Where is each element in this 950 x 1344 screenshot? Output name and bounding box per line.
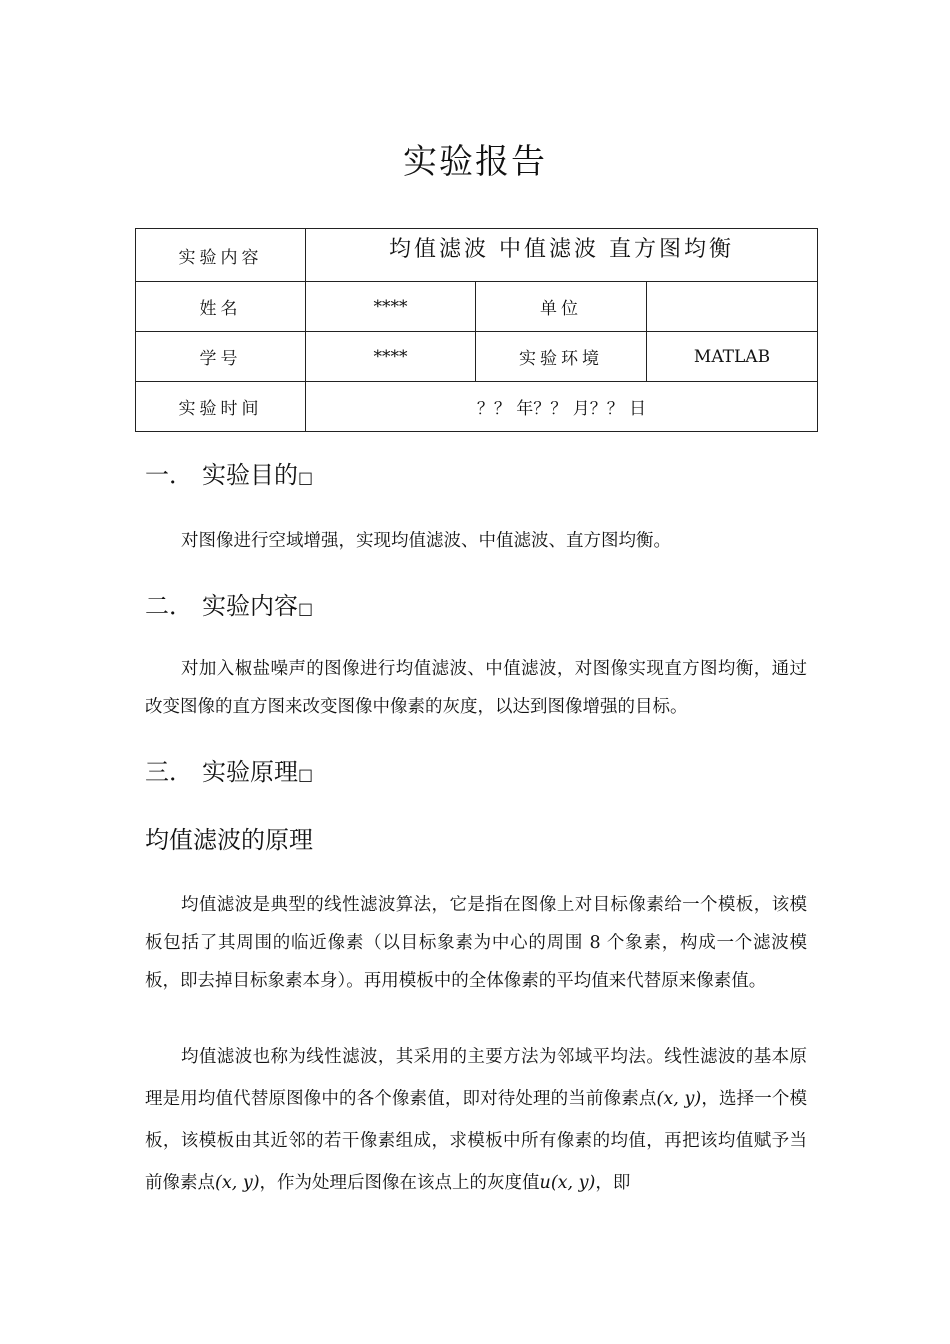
section-heading bbox=[145, 752, 313, 787]
section-heading bbox=[145, 455, 313, 490]
text-run: 均值滤波也称为线性滤波，其采用的主要方法为邻域平均法。线性滤波的基本原理是用均值代替原图像中的各个像素值，即对待处理的当前像素点 bbox=[145, 1047, 807, 1109]
text-run: ，选择一个模板，该模板由其近邻的若干像素组成，求模板中所有像素的均值，再把该均值赋予当前像素点 bbox=[145, 1089, 808, 1193]
content-label: 实验内容 bbox=[136, 229, 306, 282]
box-glyph-icon: □ bbox=[298, 765, 314, 784]
box-glyph-icon: □ bbox=[298, 468, 314, 487]
table-row bbox=[136, 229, 818, 282]
name-value: **** bbox=[306, 282, 476, 332]
section-number: 二． bbox=[145, 592, 193, 620]
section-title: 实验目的 bbox=[202, 461, 298, 489]
section-title: 实验内容 bbox=[202, 592, 298, 620]
id-label: 学号 bbox=[136, 332, 306, 382]
section-heading bbox=[145, 586, 313, 621]
math-inline: u(x, y) bbox=[539, 1173, 596, 1193]
text-run: ，即 bbox=[595, 1173, 631, 1193]
time-label: 实验时间 bbox=[136, 382, 306, 432]
unit-label: 单位 bbox=[476, 282, 647, 332]
math-inline: (x, y) bbox=[215, 1173, 260, 1193]
content-paragraph: 对加入椒盐噪声的图像进行均值滤波、中值滤波，对图像实现直方图均衡，通过改变图像的直方图来改变图像中像素的灰度，以达到图像增强的目标。 bbox=[145, 659, 807, 717]
table-row bbox=[136, 382, 818, 432]
time-value: ？？ 年？？ 月？？ 日 bbox=[306, 382, 818, 432]
section-title: 实验原理 bbox=[202, 758, 298, 786]
content-value: 均值滤波 中值滤波 直方图均衡 bbox=[306, 229, 818, 282]
table-row bbox=[136, 332, 818, 382]
table-row bbox=[136, 282, 818, 332]
page-title: 实验报告 bbox=[403, 142, 547, 182]
box-glyph-icon: □ bbox=[298, 599, 314, 618]
principle-paragraph-1: 均值滤波是典型的线性滤波算法，它是指在图像上对目标像素给一个模板，该模板包括了其周围的临近像素（以目标象素为中心的周围 8 个象素，构成一个滤波模板，即去掉目标象素本身）。再用模板中的全体像素的平均值来代替原来像素值。 bbox=[145, 895, 807, 991]
principle-paragraph-2 bbox=[145, 1036, 807, 1204]
section-number: 三． bbox=[145, 758, 193, 786]
info-table bbox=[135, 228, 818, 432]
math-inline: (x, y) bbox=[656, 1089, 702, 1109]
sub-heading: 均值滤波的原理 bbox=[145, 826, 313, 854]
unit-value bbox=[647, 282, 818, 332]
purpose-paragraph: 对图像进行空域增强，实现均值滤波、中值滤波、直方图均衡。 bbox=[181, 531, 671, 551]
id-value: **** bbox=[306, 332, 476, 382]
name-label: 姓名 bbox=[136, 282, 306, 332]
section-number: 一． bbox=[145, 461, 193, 489]
env-label: 实验环境 bbox=[476, 332, 647, 382]
text-run: ，作为处理后图像在该点上的灰度值 bbox=[259, 1173, 540, 1193]
env-value: MATLAB bbox=[647, 332, 818, 382]
